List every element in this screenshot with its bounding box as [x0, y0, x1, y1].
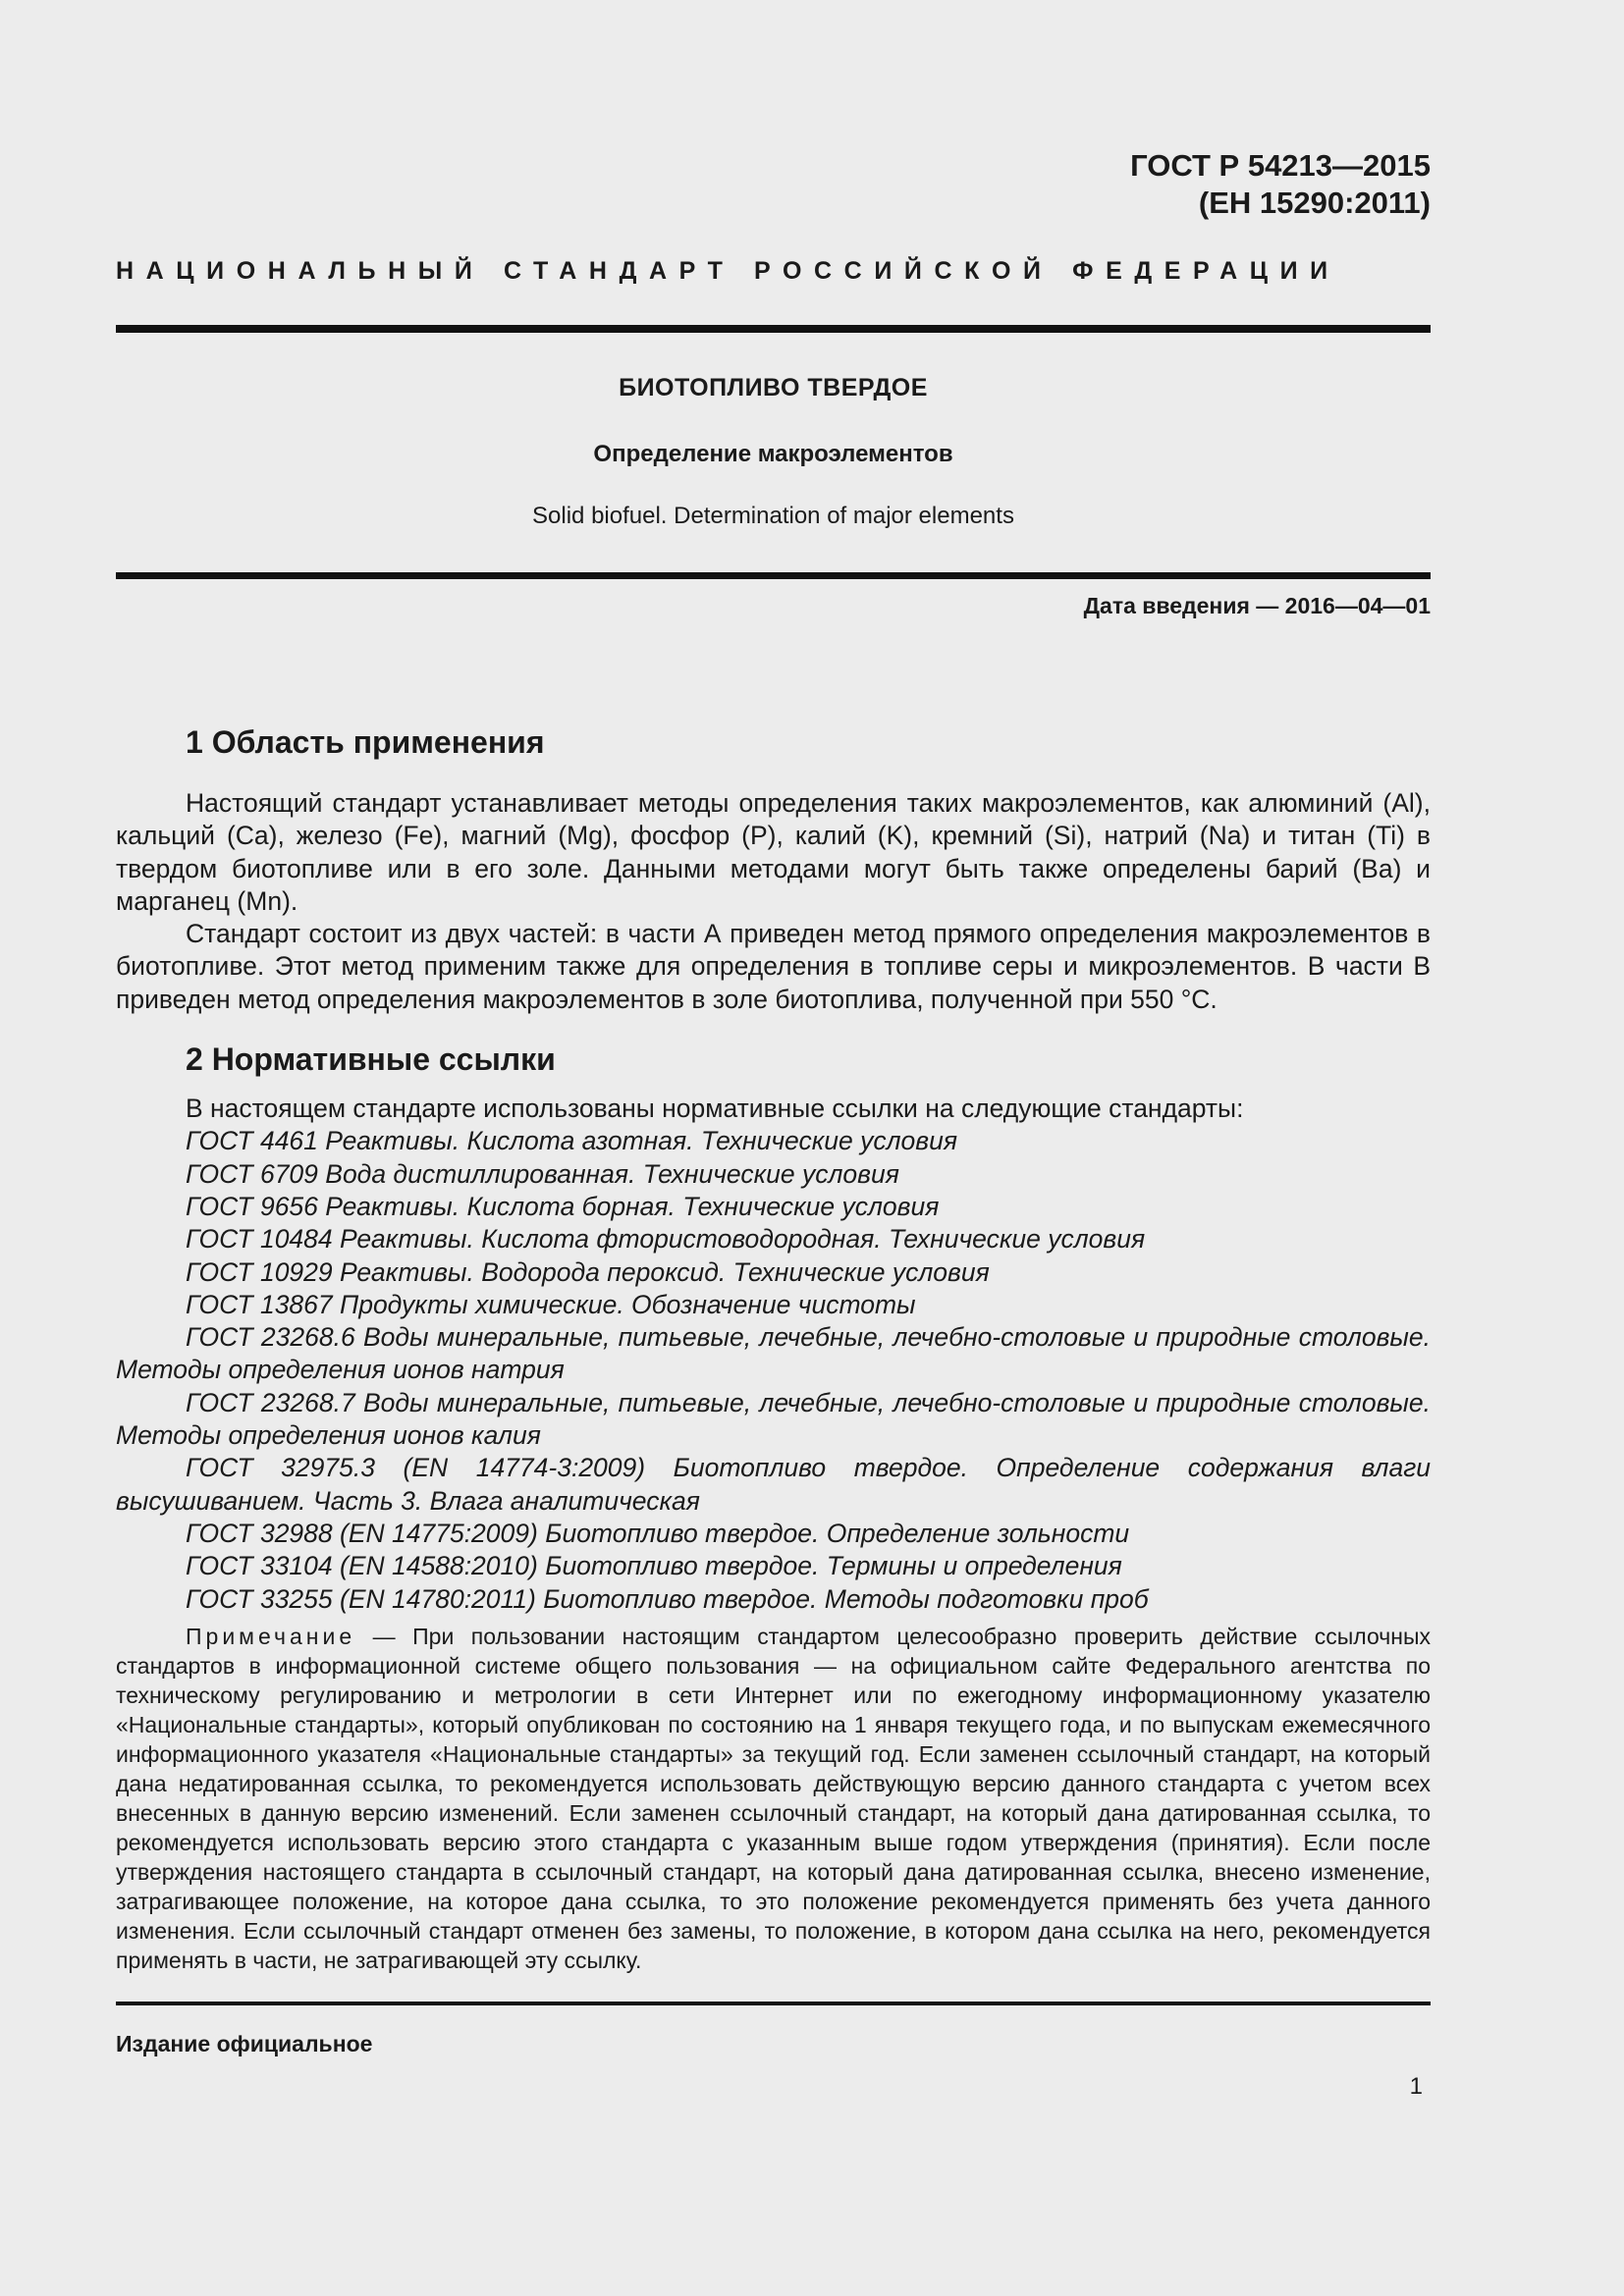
- national-standard-banner: НАЦИОНАЛЬНЫЙ СТАНДАРТ РОССИЙСКОЙ ФЕДЕРАЦИИ: [116, 257, 1340, 285]
- reference-item: ГОСТ 13867 Продукты химические. Обозначение чистоты: [186, 1289, 916, 1319]
- reference-item: ГОСТ 33255 (EN 14780:2011) Биотопливо твердое. Методы подготовки проб: [186, 1583, 1149, 1614]
- section-1-paragraph: Настоящий стандарт устанавливает методы определения таких макроэлементов, как алюминий (Al), кальций (Ca), железо (Fe), магний (Mg), фосфор (P), калий (K), кремний (Si), натрий (Na) и титан (Ti) в твердом биотопливе или в его золе. Данными методами могут быть также определены барий (Ba) и марганец (Mn).: [116, 788, 1431, 916]
- reference-item: ГОСТ 6709 Вода дистиллированная. Технические условия: [186, 1158, 899, 1189]
- section-2-body: [116, 1093, 1431, 1975]
- section-1-body: [116, 787, 1431, 1016]
- document-title: БИОТОПЛИВО ТВЕРДОЕ: [619, 374, 928, 401]
- page-number: 1: [1409, 2073, 1423, 2100]
- footer-divider: [116, 2002, 1431, 2005]
- reference-item: ГОСТ 10929 Реактивы. Водорода пероксид. Технические условия: [186, 1256, 990, 1287]
- edition-label: Издание официальное: [116, 2031, 373, 2056]
- document-number-block: [1130, 147, 1431, 222]
- title-divider: [116, 572, 1431, 579]
- document-title-english: Solid biofuel. Determination of major elements: [532, 503, 1014, 529]
- document-subtitle: Определение макроэлементов: [593, 441, 953, 467]
- header-divider: [116, 325, 1431, 333]
- note-label: Примечание: [186, 1623, 356, 1649]
- reference-item: ГОСТ 32988 (EN 14775:2009) Биотопливо твердое. Определение зольности: [186, 1518, 1130, 1548]
- section-2-heading: 2 Нормативные ссылки: [186, 1041, 556, 1078]
- introduction-date: Дата введения — 2016—04—01: [1083, 593, 1431, 618]
- document-number: ГОСТ Р 54213—2015: [1130, 148, 1431, 183]
- reference-item: ГОСТ 4461 Реактивы. Кислота азотная. Технические условия: [186, 1126, 957, 1156]
- reference-item: ГОСТ 33104 (EN 14588:2010) Биотопливо твердое. Термины и определения: [186, 1551, 1122, 1581]
- references-intro: В настоящем стандарте использованы нормативные ссылки на следующие стандарты:: [186, 1094, 1244, 1124]
- section-1-heading: 1 Область применения: [186, 724, 545, 760]
- reference-item: ГОСТ 23268.6 Воды минеральные, питьевые, лечебные, лечебно-столовые и природные столовые. Методы определения ионов натрия: [116, 1322, 1431, 1385]
- reference-item: ГОСТ 23268.7 Воды минеральные, питьевые, лечебные, лечебно-столовые и природные столовые. Методы определения ионов калия: [116, 1387, 1431, 1451]
- reference-item: ГОСТ 9656 Реактивы. Кислота борная. Технические условия: [186, 1191, 940, 1221]
- reference-item: ГОСТ 32975.3 (EN 14774-3:2009) Биотопливо твердое. Определение содержания влаги высушиванием. Часть 3. Влага аналитическая: [116, 1453, 1431, 1516]
- note-text: — При пользовании настоящим стандартом целесообразно проверить действие ссылочных стандартов в информационной системе общего пользования — на официальном сайте Федерального агентства по техническому регулированию и метрологии в сети Интернет или по ежегодному информационному указателю «Национальные стандарты», который опубликован по состоянию на 1 января текущего года, и по выпускам ежемесячного информационного указателя «Национальные стандарты» за текущий год. Если заменен ссылочный стандарт, на который дана недатированная ссылка, то рекомендуется использовать действующую версию данного стандарта с учетом всех внесенных в данную версию изменений. Если заменен ссылочный стандарт, на который дана датированная ссылка, то рекомендуется использовать версию этого стандарта с указанным выше годом утверждения (принятия). Если после утверждения настоящего стандарта в ссылочный стандарт, на который дана датированная ссылка, внесено изменение, затрагивающее положение, на которое дана ссылка, то это положение рекомендуется применять без учета данного изменения. Если ссылочный стандарт отменен без замены, то положение, в котором дана ссылка на него, рекомендуется применять в части, не затрагивающей эту ссылку.: [116, 1623, 1431, 1973]
- document-page: [116, 0, 1431, 2296]
- reference-item: ГОСТ 10484 Реактивы. Кислота фтористоводородная. Технические условия: [186, 1224, 1146, 1255]
- document-body: [116, 721, 1431, 1998]
- section-1-paragraph: Стандарт состоит из двух частей: в части А приведен метод прямого определения макроэлементов в биотопливе. Этот метод применим также для определения в топливе серы и микроэлементов. В части В приведен метод определения макроэлементов в золе биотоплива, полученной при 550 °С.: [116, 919, 1431, 1014]
- document-number-alt: (ЕН 15290:2011): [1198, 186, 1431, 220]
- references-note: [116, 1622, 1431, 1975]
